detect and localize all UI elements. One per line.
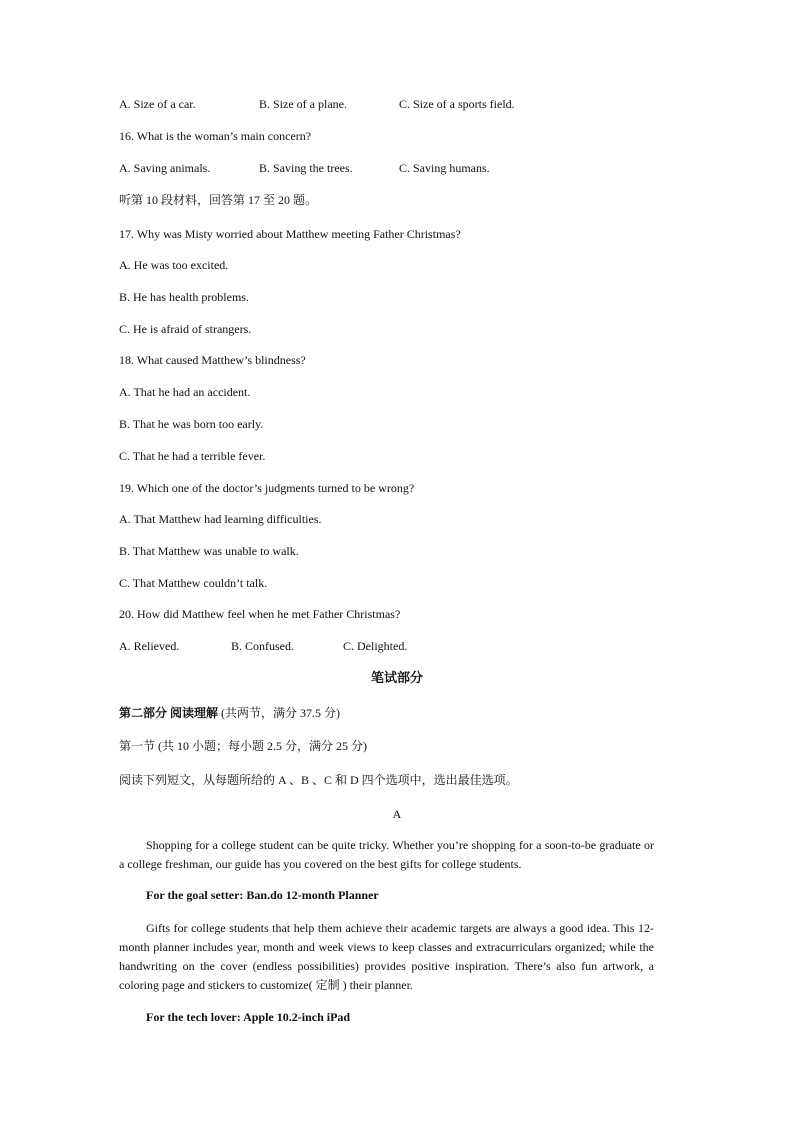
q17-option-a: A. He was too excited. [119, 258, 229, 272]
q18-option-a: A. That he had an accident. [119, 385, 251, 399]
q18-question: 18. What caused Matthew’s blindness? [119, 353, 306, 367]
q19-question: 19. Which one of the doctor’s judgments turned to be wrong? [119, 481, 415, 495]
paragraph-1: Shopping for a college student can be quite tricky. Whether you’re shopping for a soon-to-be graduate or a college freshman, our guide has you covered on the best gifts for college students. [119, 838, 654, 871]
q16-option-c: C. Saving humans. [399, 161, 490, 175]
heading-goal-setter: For the goal setter: Ban.do 12-month Planner [146, 888, 379, 902]
q19-option-a: A. That Matthew had learning difficulties. [119, 512, 322, 526]
written-section-title: 笔试部分 [370, 670, 423, 685]
q15-option-b: B. Size of a plane. [259, 97, 347, 111]
q16-option-a: A. Saving animals. [119, 161, 211, 175]
q20-option-a: A. Relieved. [119, 639, 180, 653]
q19-option-c: C. That Matthew couldn’t talk. [119, 576, 268, 590]
heading-tech-lover: For the tech lover: Apple 10.2-inch iPad [146, 1010, 351, 1024]
section1-header: 第一节 (共 10 小题；每小题 2.5 分，满分 25 分) [119, 739, 367, 753]
q16-question: 16. What is the woman’s main concern? [119, 129, 312, 143]
q19-option-b: B. That Matthew was unable to walk. [119, 544, 299, 558]
part2-score: (共两节，满分 37.5 分) [218, 706, 341, 720]
section10-intro: 听第 10 段材料，回答第 17 至 20 题。 [119, 193, 318, 207]
q17-option-b: B. He has health problems. [119, 290, 249, 304]
q18-option-c: C. That he had a terrible fever. [119, 449, 266, 463]
q20-option-c: C. Delighted. [343, 639, 408, 653]
q20-option-b: B. Confused. [231, 639, 294, 653]
part2-header [119, 705, 340, 721]
part2-title: 第二部分 阅读理解 [119, 706, 219, 720]
q17-question: 17. Why was Misty worried about Matthew meeting Father Christmas? [119, 227, 461, 241]
q17-option-c: C. He is afraid of strangers. [119, 322, 252, 336]
paragraph-2: Gifts for college students that help them achieve their academic targets are always a good idea. This 12-month planner includes year, month and week views to keep classes and extracurriculars organized; while the handwriting on the cover (endless possibilities) provides positive inspiration. There’s also fun artwork, a coloring page and stickers to customize( 定制 ) their planner. [119, 921, 654, 992]
instruction: 阅读下列短文，从每题所给的 A 、B 、C 和 D 四个选项中，选出最佳选项。 [119, 773, 518, 787]
q15-option-a: A. Size of a car. [119, 97, 196, 111]
q20-question: 20. How did Matthew feel when he met Father Christmas? [119, 607, 401, 621]
q15-option-c: C. Size of a sports field. [399, 97, 515, 111]
q16-option-b: B. Saving the trees. [259, 161, 353, 175]
passage-label: A [392, 807, 402, 821]
q18-option-b: B. That he was born too early. [119, 417, 264, 431]
